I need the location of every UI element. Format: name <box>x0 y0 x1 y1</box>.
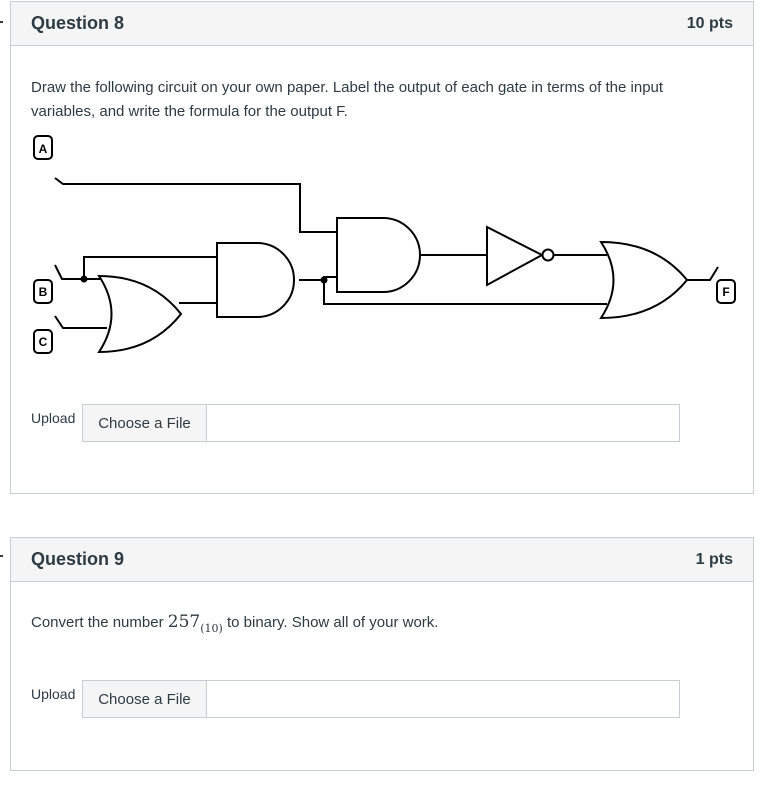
input-a-label: A <box>38 142 48 156</box>
junction-dot <box>81 276 88 283</box>
upload-label: Upload <box>31 410 76 426</box>
question-8-prompt: Draw the following circuit on your own paper. Label the output of each gate in terms of the input variables, and write the formula for the output F. <box>31 79 664 120</box>
output-f-label: F <box>722 285 730 299</box>
wire-c <box>55 316 107 328</box>
question-8-header <box>11 2 753 46</box>
or-gate-1 <box>99 276 181 352</box>
wire-and1-out <box>299 277 337 280</box>
math-number-value: 257 <box>167 612 201 632</box>
input-c-label: C <box>38 335 48 349</box>
question-9-card <box>10 537 754 771</box>
question-8-upload-row <box>31 404 680 442</box>
math-number <box>167 612 223 635</box>
prompt-before: Convert the number <box>31 614 164 631</box>
and-gate-1 <box>217 243 294 317</box>
prompt-after: to binary. Show all of your work. <box>226 614 439 631</box>
question-8-card <box>10 1 754 494</box>
not-bubble <box>543 250 554 261</box>
wire-a <box>55 178 337 232</box>
circuit-diagram <box>11 136 755 349</box>
question-9-points: 1 pts <box>695 550 733 568</box>
question-9-title: Question 9 <box>31 549 125 569</box>
edge-marker <box>0 555 3 557</box>
question-8-points: 10 pts <box>686 14 733 32</box>
edge-marker <box>0 21 3 23</box>
question-9-prompt <box>31 610 731 641</box>
wire-f <box>686 267 718 280</box>
math-base: (10) <box>200 622 223 635</box>
choose-file-button[interactable]: Choose a File <box>83 405 207 441</box>
choose-file-button[interactable]: Choose a File <box>83 681 207 717</box>
question-9-upload-row <box>31 680 680 718</box>
or-gate-2 <box>601 242 687 318</box>
input-b-label: B <box>38 285 48 299</box>
file-input[interactable] <box>82 680 680 718</box>
and-gate-2 <box>337 218 420 292</box>
upload-label: Upload <box>31 686 76 702</box>
wire-b <box>55 257 217 279</box>
question-8-title: Question 8 <box>31 13 125 33</box>
file-input[interactable] <box>82 404 680 442</box>
question-9-header <box>11 538 753 582</box>
not-gate <box>487 227 542 285</box>
junction-dot <box>321 277 328 284</box>
